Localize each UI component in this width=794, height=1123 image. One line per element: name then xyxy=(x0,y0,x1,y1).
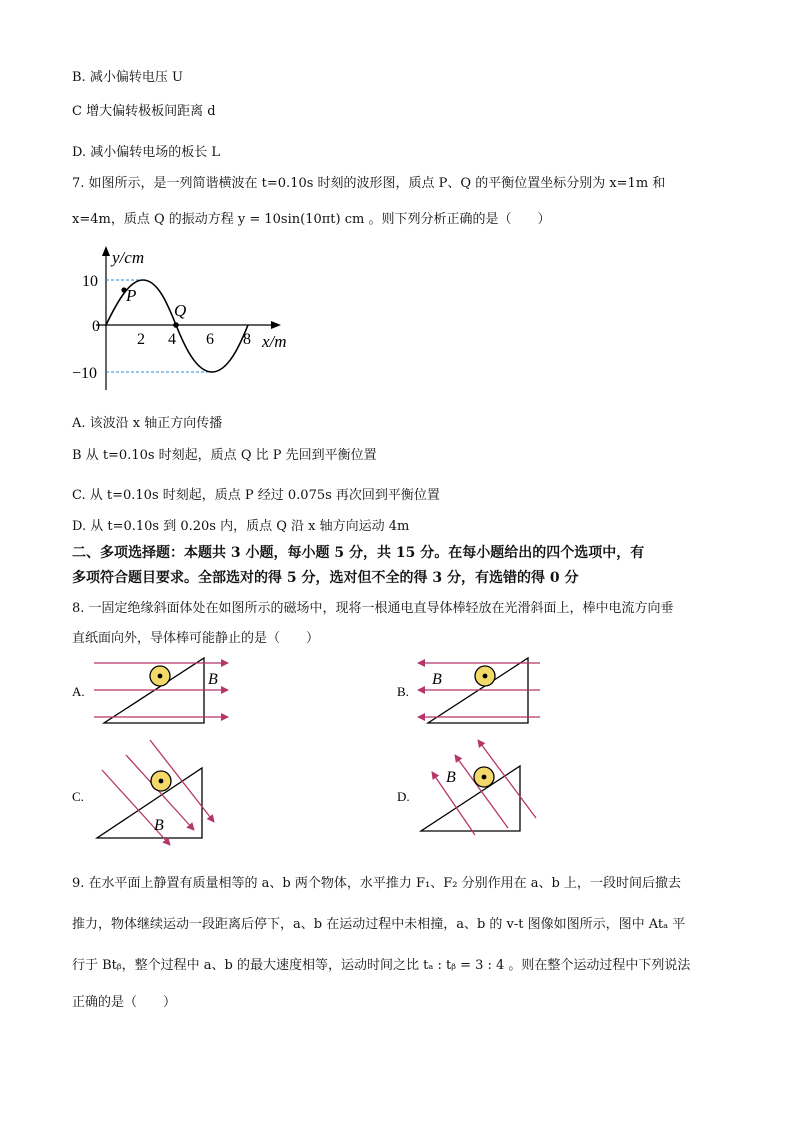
option-6b: B. 减小偏转电压 U xyxy=(72,70,183,85)
graph-xtick-8: 8 xyxy=(243,331,251,348)
graph-xtick-4: 4 xyxy=(168,331,176,348)
q7-option-c: C. 从 t=0.10s 时刻起，质点 P 经过 0.075s 再次回到平衡位置 xyxy=(72,488,440,503)
diagram-c xyxy=(97,740,214,845)
diagram-b xyxy=(418,658,540,723)
graph-y0: 0 xyxy=(92,318,100,335)
section2-line1: 二、多项选择题：本题共 3 小题，每小题 5 分，共 15 分。在每小题给出的四个选项中，有 xyxy=(72,545,645,561)
q9-stem-line3: 行于 Btᵦ，整个过程中 a、b 的最大速度相等，运动时间之比 tₐ : tᵦ = 3 : 4 。则在整个运动过程中下列说法 xyxy=(72,958,691,973)
q8-stem-line2: 直纸面向外，导体棒可能静止的是（ ） xyxy=(72,631,320,646)
graph-label-p: P xyxy=(126,286,137,305)
field-label-c: B xyxy=(154,817,164,834)
q9-stem-line2: 推力，物体继续运动一段距离后停下，a、b 在运动过程中未相撞，a、b 的 v-t 图像如图所示，图中 Atₐ 平 xyxy=(72,917,686,932)
graph-label-q: Q xyxy=(174,301,187,320)
q9-stem-line1: 9. 在水平面上静置有质量相等的 a、b 两个物体，水平推力 F₁、F₂ 分别作用在 a、b 上，一段时间后撤去 xyxy=(72,876,681,891)
section2-line2: 多项符合题目要求。全部选对的得 5 分，选对但不全的得 3 分，有选错的得 0 分 xyxy=(72,570,579,586)
graph-ylabel: y/cm xyxy=(112,248,145,267)
graph-xlabel: x/m xyxy=(262,332,287,351)
q7-option-b: B 从 t=0.10s 时刻起，质点 Q 比 P 先回到平衡位置 xyxy=(72,448,377,463)
label-a: A. xyxy=(72,684,85,699)
q7-stem-line2: x=4m，质点 Q 的振动方程 y = 10sin(10πt) cm 。则下列分析正确的是（ ） xyxy=(72,212,551,227)
label-c: C. xyxy=(72,789,84,804)
graph-y10: 10 xyxy=(82,273,98,290)
q9-stem-line4: 正确的是（ ） xyxy=(72,995,177,1010)
field-label-d: B xyxy=(446,769,456,786)
option-6c: C 增大偏转极板间距离 d xyxy=(72,104,216,119)
field-label-a: B xyxy=(208,671,218,688)
q7-stem-line1: 7. 如图所示，是一列简谐横波在 t=0.10s 时刻的波形图，质点 P、Q 的平衡位置坐标分别为 x=1m 和 xyxy=(72,176,666,191)
graph-xtick-6: 6 xyxy=(206,331,214,348)
q7-option-a: A. 该波沿 x 轴正方向传播 xyxy=(72,416,223,431)
q7-option-d: D. 从 t=0.10s 到 0.20s 内，质点 Q 沿 x 轴方向运动 4m xyxy=(72,519,410,534)
field-label-b: B xyxy=(432,671,442,688)
graph-ym10: −10 xyxy=(72,365,98,382)
label-d: D. xyxy=(397,789,410,804)
diagram-d xyxy=(421,740,536,835)
option-6d: D. 减小偏转电场的板长 L xyxy=(72,145,220,160)
graph-xtick-2: 2 xyxy=(137,331,145,348)
label-b: B. xyxy=(397,684,409,699)
q8-stem-line1: 8. 一固定绝缘斜面体处在如图所示的磁场中，现将一根通电直导体棒轻放在光滑斜面上，棒中电流方向垂 xyxy=(72,601,674,616)
diagram-a xyxy=(94,658,228,723)
incline-c xyxy=(97,768,202,838)
